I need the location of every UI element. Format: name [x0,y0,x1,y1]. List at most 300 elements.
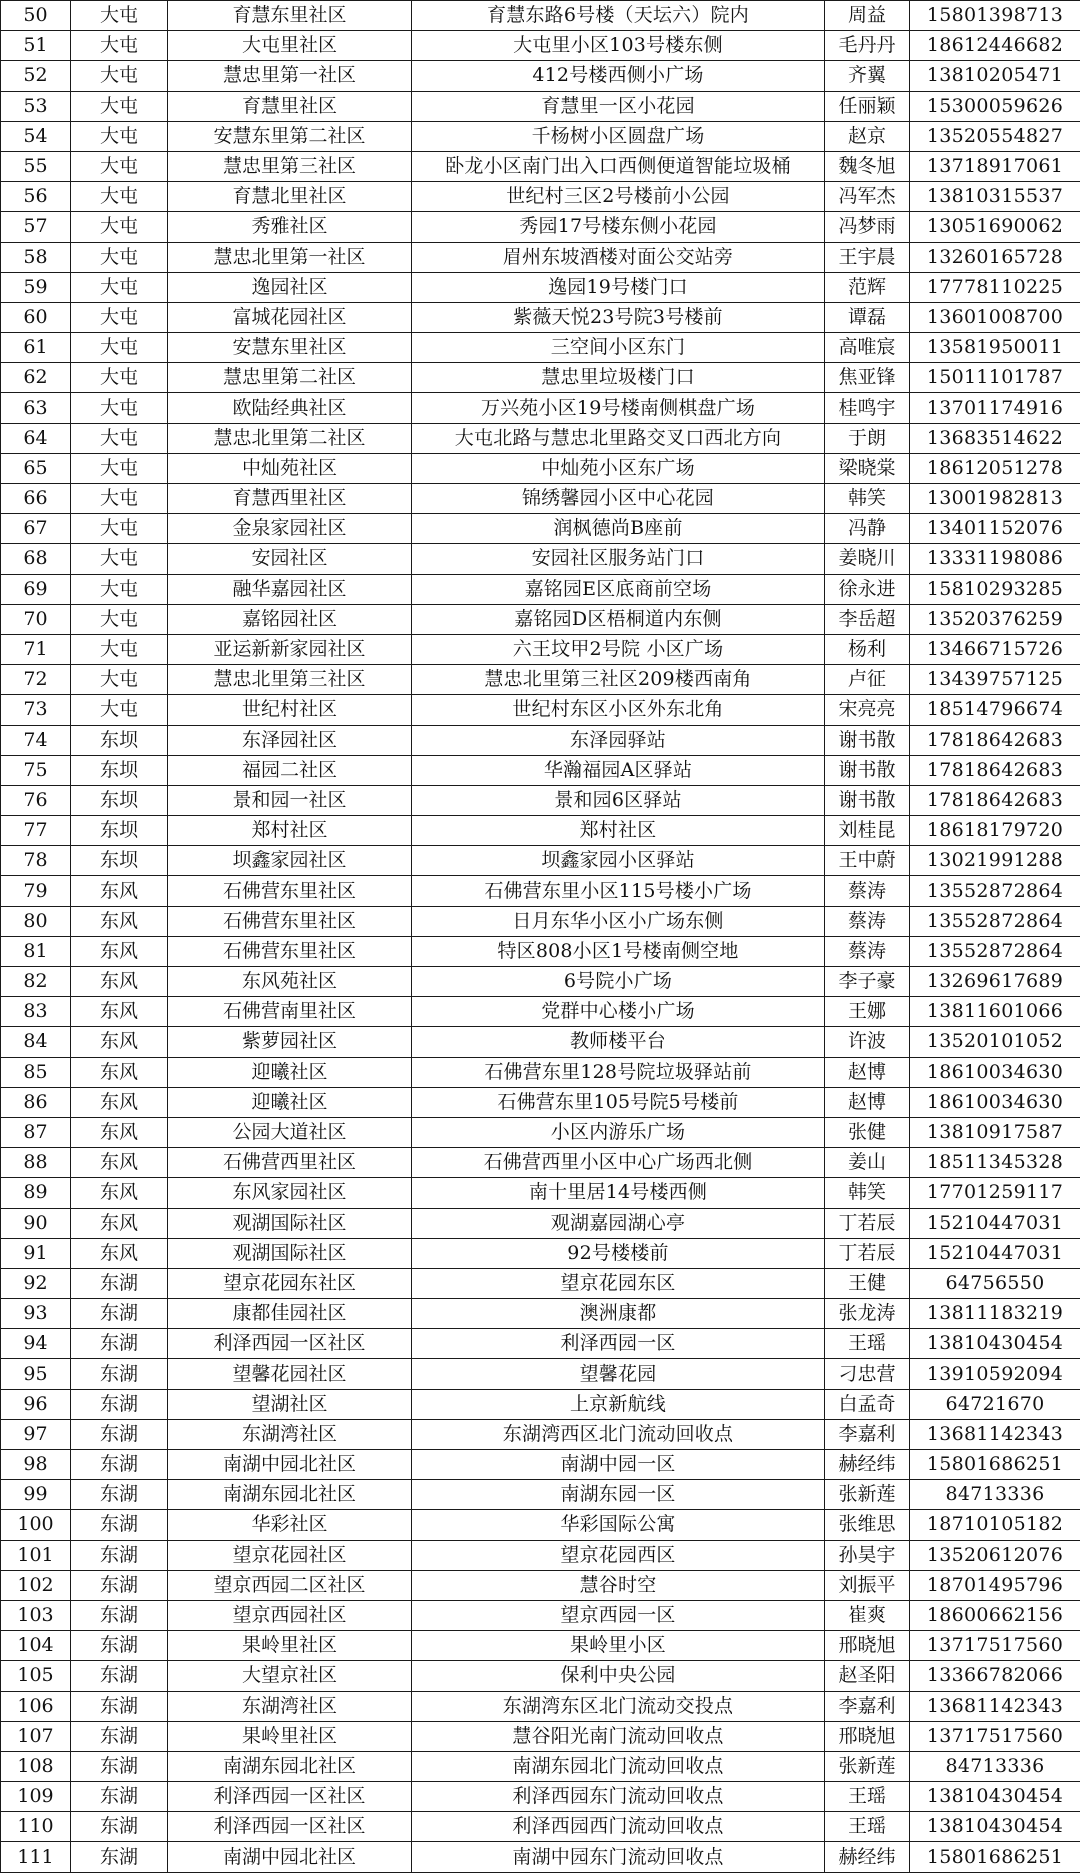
table-row [1,242,1080,272]
contact-person: 韩笑 [825,484,910,514]
row-number: 87 [1,1117,71,1147]
collection-location: 育慧东路6号楼（天坛六）院内 [412,1,825,31]
row-number: 70 [1,604,71,634]
community-name: 慧忠里第三社区 [168,151,412,181]
table-row [1,1208,1080,1238]
community-name: 东湖湾社区 [168,1691,412,1721]
table-row [1,1540,1080,1570]
street-name: 东湖 [71,1450,168,1480]
contact-person: 任丽颖 [825,91,910,121]
collection-location: 大屯北路与慧忠北里路交叉口西北方向 [412,423,825,453]
community-name: 迎曦社区 [168,1057,412,1087]
community-name: 东湖湾社区 [168,1419,412,1449]
community-name: 逸园社区 [168,272,412,302]
row-number: 53 [1,91,71,121]
contact-person: 赵博 [825,1087,910,1117]
contact-phone: 13366782066 [910,1661,1080,1691]
community-name: 中灿苑社区 [168,453,412,483]
row-number: 60 [1,302,71,332]
street-name: 大屯 [71,363,168,393]
collection-location: 党群中心楼小广场 [412,997,825,1027]
table-row [1,1812,1080,1842]
contact-person: 卢征 [825,665,910,695]
community-name: 望京西园二区社区 [168,1570,412,1600]
row-number: 84 [1,1027,71,1057]
community-name: 金泉家园社区 [168,514,412,544]
contact-person: 刘振平 [825,1570,910,1600]
community-name: 东风苑社区 [168,967,412,997]
collection-location: 华彩国际公寓 [412,1510,825,1540]
street-name: 东坝 [71,785,168,815]
contact-phone: 13910592094 [910,1359,1080,1389]
row-number: 83 [1,997,71,1027]
community-name: 利泽西园一区社区 [168,1329,412,1359]
street-name: 东风 [71,967,168,997]
collection-location: 嘉铭园E区底商前空场 [412,574,825,604]
contact-phone: 15810293285 [910,574,1080,604]
street-name: 大屯 [71,695,168,725]
row-number: 88 [1,1148,71,1178]
collection-location: 南湖中园东门流动回收点 [412,1842,825,1872]
row-number: 104 [1,1631,71,1661]
table-row [1,151,1080,181]
contact-phone: 18600662156 [910,1600,1080,1630]
contact-phone: 18612051278 [910,453,1080,483]
contact-person: 姜山 [825,1148,910,1178]
contact-person: 丁若辰 [825,1208,910,1238]
row-number: 52 [1,61,71,91]
row-number: 89 [1,1178,71,1208]
table-row [1,182,1080,212]
community-name: 育慧里社区 [168,91,412,121]
contact-person: 姜晓川 [825,544,910,574]
row-number: 101 [1,1540,71,1570]
contact-phone: 15801686251 [910,1450,1080,1480]
contact-phone: 13811601066 [910,997,1080,1027]
row-number: 72 [1,665,71,695]
community-name: 亚运新新家园社区 [168,634,412,664]
contact-person: 李岳超 [825,604,910,634]
street-name: 东湖 [71,1812,168,1842]
contact-person: 王健 [825,1268,910,1298]
contact-person: 魏冬旭 [825,151,910,181]
contact-phone: 15210447031 [910,1208,1080,1238]
contact-phone: 13466715726 [910,634,1080,664]
street-name: 东湖 [71,1540,168,1570]
community-name: 石佛营南里社区 [168,997,412,1027]
street-name: 东湖 [71,1389,168,1419]
collection-location: 万兴苑小区19号楼南侧棋盘广场 [412,393,825,423]
table-row [1,785,1080,815]
collection-location: 坝鑫家园小区驿站 [412,846,825,876]
collection-location: 中灿苑小区东广场 [412,453,825,483]
street-name: 大屯 [71,1,168,31]
table-row [1,1419,1080,1449]
community-name: 东风家园社区 [168,1178,412,1208]
community-name: 坝鑫家园社区 [168,846,412,876]
street-name: 东风 [71,1238,168,1268]
contact-person: 张新莲 [825,1751,910,1781]
collection-location: 果岭里小区 [412,1631,825,1661]
table-row [1,1117,1080,1147]
table-row [1,1691,1080,1721]
community-name: 利泽西园一区社区 [168,1782,412,1812]
row-number: 76 [1,785,71,815]
table-row [1,1631,1080,1661]
collection-location: 慧谷阳光南门流动回收点 [412,1721,825,1751]
table-row [1,121,1080,151]
table-row [1,604,1080,634]
community-name: 大望京社区 [168,1661,412,1691]
row-number: 71 [1,634,71,664]
street-name: 东湖 [71,1329,168,1359]
collection-location: 六王坟甲2号院 小区广场 [412,634,825,664]
row-number: 95 [1,1359,71,1389]
contact-person: 蔡涛 [825,876,910,906]
row-number: 108 [1,1751,71,1781]
collection-location: 石佛营西里小区中心广场西北侧 [412,1148,825,1178]
collection-location: 世纪村三区2号楼前小公园 [412,182,825,212]
collection-location: 紫薇天悦23号院3号楼前 [412,302,825,332]
collection-location: 望京西园一区 [412,1600,825,1630]
contact-person: 王中蔚 [825,846,910,876]
street-name: 东坝 [71,755,168,785]
street-name: 东湖 [71,1510,168,1540]
contact-person: 宋亮亮 [825,695,910,725]
collection-location: 世纪村东区小区外东北角 [412,695,825,725]
community-name: 石佛营东里社区 [168,936,412,966]
community-name: 果岭里社区 [168,1721,412,1751]
collection-location: 南湖中园一区 [412,1450,825,1480]
contact-person: 刁忠营 [825,1359,910,1389]
contact-person: 齐翼 [825,61,910,91]
community-name: 福园二社区 [168,755,412,785]
community-name: 慧忠里第一社区 [168,61,412,91]
contact-person: 谭磊 [825,302,910,332]
street-name: 东风 [71,1208,168,1238]
street-name: 东湖 [71,1721,168,1751]
row-number: 77 [1,816,71,846]
table-row [1,574,1080,604]
row-number: 98 [1,1450,71,1480]
street-name: 东湖 [71,1570,168,1600]
contact-phone: 13811183219 [910,1299,1080,1329]
contact-person: 赫经纬 [825,1842,910,1872]
street-name: 东风 [71,1117,168,1147]
table-row [1,1359,1080,1389]
street-name: 东湖 [71,1751,168,1781]
street-name: 大屯 [71,604,168,634]
contact-phone: 17778110225 [910,272,1080,302]
row-number: 105 [1,1661,71,1691]
collection-location: 上京新航线 [412,1389,825,1419]
contact-person: 张龙涛 [825,1299,910,1329]
contact-person: 赵圣阳 [825,1661,910,1691]
contact-person: 梁晓棠 [825,453,910,483]
row-number: 78 [1,846,71,876]
contact-person: 赵京 [825,121,910,151]
contact-person: 谢书散 [825,755,910,785]
contact-person: 范辉 [825,272,910,302]
street-name: 东湖 [71,1631,168,1661]
table-row [1,1268,1080,1298]
table-row [1,212,1080,242]
street-name: 大屯 [71,151,168,181]
collection-location: 慧忠北里第三社区209楼西南角 [412,665,825,695]
street-name: 东风 [71,876,168,906]
community-name: 利泽西园一区社区 [168,1812,412,1842]
contact-person: 张健 [825,1117,910,1147]
collection-location: 嘉铭园D区梧桐道内东侧 [412,604,825,634]
collection-location: 石佛营东里小区115号楼小广场 [412,876,825,906]
contact-phone: 13810315537 [910,182,1080,212]
street-name: 东湖 [71,1268,168,1298]
community-name: 康都佳园社区 [168,1299,412,1329]
collection-location: 利泽西园西门流动回收点 [412,1812,825,1842]
street-name: 大屯 [71,182,168,212]
contact-person: 冯静 [825,514,910,544]
table-row [1,1450,1080,1480]
street-name: 大屯 [71,423,168,453]
contact-phone: 15801686251 [910,1842,1080,1872]
community-name: 安慧东里社区 [168,333,412,363]
street-name: 东坝 [71,846,168,876]
table-row [1,1329,1080,1359]
community-name: 观湖国际社区 [168,1238,412,1268]
contact-phone: 13683514622 [910,423,1080,453]
contact-phone: 15011101787 [910,363,1080,393]
row-number: 107 [1,1721,71,1751]
row-number: 54 [1,121,71,151]
street-name: 东风 [71,1148,168,1178]
contact-phone: 13520101052 [910,1027,1080,1057]
row-number: 66 [1,484,71,514]
contact-person: 杨利 [825,634,910,664]
community-name: 南湖中园北社区 [168,1842,412,1872]
community-name: 石佛营西里社区 [168,1148,412,1178]
collection-location: 日月东华小区小广场东侧 [412,906,825,936]
row-number: 109 [1,1782,71,1812]
contact-person: 王娜 [825,997,910,1027]
collection-location: 石佛营东里105号院5号楼前 [412,1087,825,1117]
table-row [1,363,1080,393]
contact-person: 徐永进 [825,574,910,604]
table-row [1,31,1080,61]
contact-phone: 18710105182 [910,1510,1080,1540]
contact-phone: 13552872864 [910,906,1080,936]
contact-phone: 15210447031 [910,1238,1080,1268]
community-name: 育慧西里社区 [168,484,412,514]
contact-phone: 13681142343 [910,1419,1080,1449]
street-name: 东风 [71,936,168,966]
community-name: 望湖社区 [168,1389,412,1419]
row-number: 67 [1,514,71,544]
community-name: 郑村社区 [168,816,412,846]
row-number: 75 [1,755,71,785]
contact-phone: 13001982813 [910,484,1080,514]
collection-location: 景和园6区驿站 [412,785,825,815]
community-name: 观湖国际社区 [168,1208,412,1238]
collection-location: 望京花园东区 [412,1268,825,1298]
table-row [1,1842,1080,1872]
street-name: 东风 [71,906,168,936]
street-name: 东坝 [71,816,168,846]
contact-person: 冯军杰 [825,182,910,212]
table-row [1,61,1080,91]
street-name: 东风 [71,1057,168,1087]
contact-person: 赫经纬 [825,1450,910,1480]
collection-location: 南湖东园北门流动回收点 [412,1751,825,1781]
street-name: 大屯 [71,302,168,332]
contact-phone: 13021991288 [910,846,1080,876]
street-name: 大屯 [71,453,168,483]
row-number: 90 [1,1208,71,1238]
contact-person: 孙昊宇 [825,1540,910,1570]
table-row [1,1087,1080,1117]
street-name: 大屯 [71,212,168,242]
contact-person: 冯梦雨 [825,212,910,242]
table-row [1,91,1080,121]
contact-phone: 13439757125 [910,665,1080,695]
contact-person: 韩笑 [825,1178,910,1208]
community-name: 望馨花园社区 [168,1359,412,1389]
table-row [1,876,1080,906]
community-name: 慧忠北里第一社区 [168,242,412,272]
street-name: 大屯 [71,514,168,544]
contact-person: 丁若辰 [825,1238,910,1268]
street-name: 东风 [71,997,168,1027]
contact-phone: 13581950011 [910,333,1080,363]
table-row [1,1299,1080,1329]
contact-phone: 18612446682 [910,31,1080,61]
contact-phone: 15300059626 [910,91,1080,121]
street-name: 大屯 [71,393,168,423]
row-number: 86 [1,1087,71,1117]
contact-person: 李嘉利 [825,1691,910,1721]
community-name: 欧陆经典社区 [168,393,412,423]
collection-location: 大屯里小区103号楼东侧 [412,31,825,61]
collection-location: 石佛营东里128号院垃圾驿站前 [412,1057,825,1087]
table-row [1,393,1080,423]
collection-location: 92号楼楼前 [412,1238,825,1268]
collection-location: 东泽园驿站 [412,725,825,755]
row-number: 63 [1,393,71,423]
row-number: 110 [1,1812,71,1842]
row-number: 106 [1,1691,71,1721]
row-number: 96 [1,1389,71,1419]
row-number: 85 [1,1057,71,1087]
street-name: 大屯 [71,91,168,121]
table-row [1,936,1080,966]
community-name: 石佛营东里社区 [168,906,412,936]
contact-phone: 13260165728 [910,242,1080,272]
contact-phone: 13718917061 [910,151,1080,181]
street-name: 大屯 [71,121,168,151]
contact-phone: 13401152076 [910,514,1080,544]
contact-person: 崔爽 [825,1600,910,1630]
street-name: 东湖 [71,1782,168,1812]
contact-person: 李子豪 [825,967,910,997]
contact-phone: 18511345328 [910,1148,1080,1178]
contact-person: 王瑶 [825,1782,910,1812]
community-name: 南湖东园北社区 [168,1751,412,1781]
contact-phone: 13810430454 [910,1812,1080,1842]
row-number: 62 [1,363,71,393]
table-row [1,1661,1080,1691]
collection-location: 6号院小广场 [412,967,825,997]
table-row [1,1027,1080,1057]
street-name: 东湖 [71,1661,168,1691]
contact-person: 邢晓旭 [825,1631,910,1661]
community-name: 望京西园社区 [168,1600,412,1630]
collection-location: 观湖嘉园湖心亭 [412,1208,825,1238]
community-name: 华彩社区 [168,1510,412,1540]
contact-person: 王瑶 [825,1812,910,1842]
table-row [1,302,1080,332]
community-name: 迎曦社区 [168,1087,412,1117]
collection-location: 南湖东园一区 [412,1480,825,1510]
table-row [1,634,1080,664]
street-name: 东湖 [71,1299,168,1329]
community-name: 育慧北里社区 [168,182,412,212]
contact-phone: 18610034630 [910,1087,1080,1117]
community-name: 望京花园东社区 [168,1268,412,1298]
contact-phone: 13051690062 [910,212,1080,242]
contact-phone: 13601008700 [910,302,1080,332]
row-number: 99 [1,1480,71,1510]
row-number: 50 [1,1,71,31]
collection-location: 安园社区服务站门口 [412,544,825,574]
table-row [1,1,1080,31]
contact-phone: 18701495796 [910,1570,1080,1600]
table-row [1,1238,1080,1268]
community-name: 秀雅社区 [168,212,412,242]
row-number: 79 [1,876,71,906]
community-name: 望京花园社区 [168,1540,412,1570]
contact-phone: 18514796674 [910,695,1080,725]
table-row [1,544,1080,574]
street-name: 东湖 [71,1419,168,1449]
contact-phone: 13810430454 [910,1329,1080,1359]
row-number: 81 [1,936,71,966]
table-row [1,967,1080,997]
row-number: 74 [1,725,71,755]
row-number: 80 [1,906,71,936]
contact-phone: 17701259117 [910,1178,1080,1208]
collection-location: 澳洲康都 [412,1299,825,1329]
collection-location: 利泽西园一区 [412,1329,825,1359]
row-number: 58 [1,242,71,272]
contact-phone: 17818642683 [910,725,1080,755]
collection-location: 郑村社区 [412,816,825,846]
collection-location: 利泽西园东门流动回收点 [412,1782,825,1812]
community-name: 慧忠北里第二社区 [168,423,412,453]
community-name: 安园社区 [168,544,412,574]
contact-phone: 13681142343 [910,1691,1080,1721]
street-name: 大屯 [71,544,168,574]
contact-person: 许波 [825,1027,910,1057]
table-row [1,665,1080,695]
contact-phone: 18618179720 [910,816,1080,846]
table-body [1,1,1080,1873]
contact-phone: 13701174916 [910,393,1080,423]
collection-location: 教师楼平台 [412,1027,825,1057]
contact-phone: 64721670 [910,1389,1080,1419]
collection-location: 育慧里一区小花园 [412,91,825,121]
table-row [1,695,1080,725]
row-number: 111 [1,1842,71,1872]
contact-phone: 13520554827 [910,121,1080,151]
